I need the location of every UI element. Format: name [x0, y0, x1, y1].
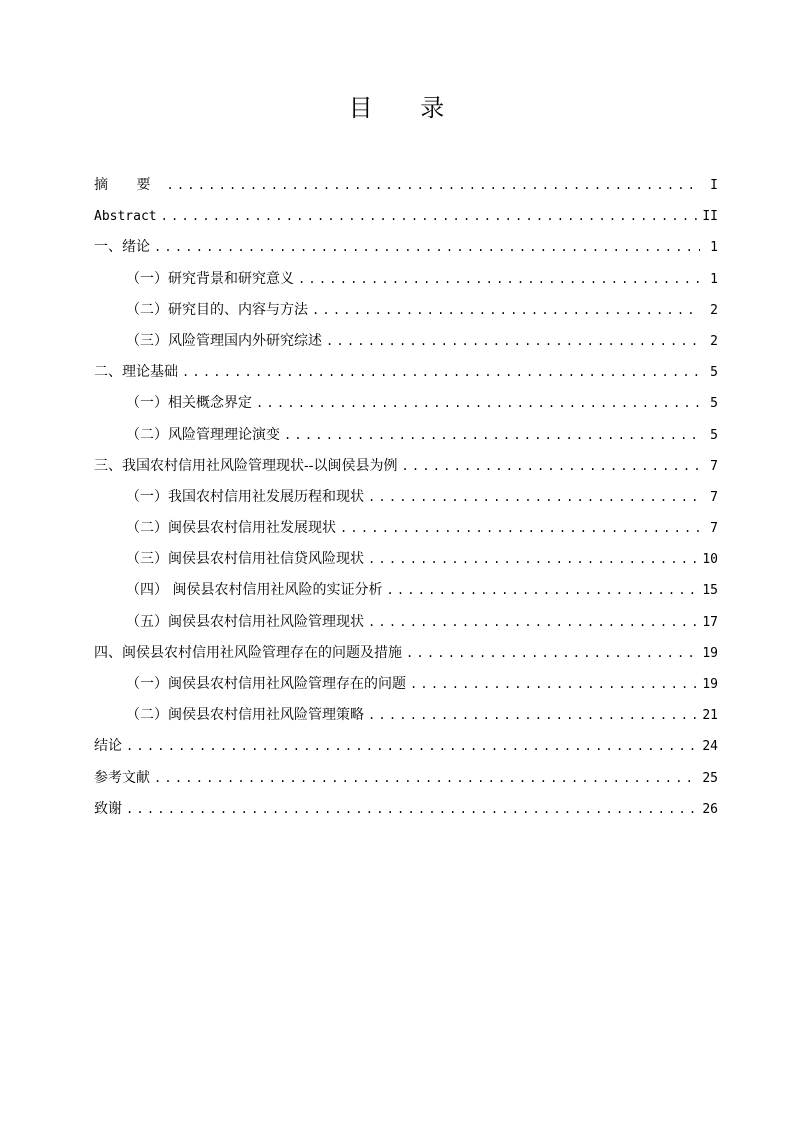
toc-entry-page: 5	[710, 365, 718, 381]
toc-entry-label: （五）闽侯县农村信用社风险管理现状	[126, 613, 364, 630]
toc-leader-dots	[166, 170, 700, 201]
toc-entry-page: 5	[710, 427, 718, 443]
toc-entry-label: 致谢	[94, 800, 122, 817]
toc-entry-page: 5	[710, 396, 718, 412]
toc-entry-page: 26	[702, 801, 718, 817]
toc-leader-dots	[368, 607, 698, 638]
toc-entry-section-1-1[interactable]	[94, 264, 718, 295]
toc-entry-label: （二）研究目的、内容与方法	[126, 301, 308, 318]
toc-entry-chapter-1[interactable]	[94, 232, 718, 263]
toc-entry-label: （一）我国农村信用社发展历程和现状	[126, 488, 364, 505]
toc-entry-section-2-1[interactable]	[94, 388, 718, 419]
page-title: 目 录	[348, 94, 465, 122]
toc-entry-label: 四、闽侯县农村信用社风险管理存在的问题及措施	[94, 644, 402, 661]
toc-leader-dots	[368, 544, 698, 575]
toc-entry-chapter-2[interactable]	[94, 357, 718, 388]
toc-entry-page: 7	[710, 521, 718, 537]
toc-entry-references[interactable]	[94, 763, 718, 794]
toc-entry-label: （二）闽侯县农村信用社发展现状	[126, 520, 336, 537]
toc-entry-chapter-4[interactable]	[94, 638, 718, 669]
toc-entry-label: （一）闽侯县农村信用社风险管理存在的问题	[126, 676, 406, 692]
toc-leader-dots	[298, 264, 700, 295]
toc-entry-label: （四） 闽侯县农村信用社风险的实证分析	[126, 582, 383, 599]
table-of-contents	[94, 170, 718, 825]
toc-leader-dots	[284, 420, 700, 451]
toc-leader-dots	[401, 451, 700, 482]
toc-entry-label: （二）闽侯县农村信用社风险管理策略	[126, 707, 364, 724]
toc-leader-dots	[340, 513, 700, 544]
toc-entry-abstract-en[interactable]	[94, 201, 718, 232]
toc-entry-page: 17	[702, 614, 718, 630]
toc-entry-label: （二）风险管理理论演变	[126, 426, 280, 443]
toc-entry-section-2-2[interactable]	[94, 420, 718, 451]
toc-entry-section-3-2[interactable]	[94, 513, 718, 544]
toc-entry-page: 15	[702, 583, 718, 599]
toc-entry-page: 7	[710, 458, 718, 474]
toc-leader-dots	[256, 388, 700, 419]
toc-leader-dots	[182, 357, 700, 388]
toc-entry-conclusion[interactable]	[94, 731, 718, 762]
toc-entry-page: II	[702, 209, 718, 225]
toc-entry-label: 二、理论基础	[94, 364, 178, 381]
toc-entry-label: 结论	[94, 738, 122, 755]
toc-entry-section-1-2[interactable]	[94, 295, 718, 326]
toc-leader-dots	[312, 295, 700, 326]
toc-leader-dots	[154, 763, 698, 794]
toc-entry-label: （三）风险管理国内外研究综述	[126, 332, 322, 349]
toc-leader-dots	[126, 794, 698, 825]
toc-entry-acknowledgements[interactable]	[94, 794, 718, 825]
toc-leader-dots	[406, 638, 698, 669]
toc-leader-dots	[410, 669, 698, 700]
toc-entry-label: 参考文献	[94, 769, 150, 786]
toc-entry-page: 19	[702, 677, 718, 692]
toc-entry-page: 25	[702, 770, 718, 786]
toc-entry-label: 摘 要	[94, 177, 163, 193]
toc-entry-section-4-2[interactable]	[94, 700, 718, 731]
toc-entry-label: （一）研究背景和研究意义	[126, 270, 294, 287]
toc-leader-dots	[368, 482, 700, 513]
toc-entry-page: 2	[710, 333, 718, 349]
toc-entry-section-3-4[interactable]	[94, 575, 718, 606]
toc-entry-page: I	[710, 178, 718, 193]
toc-leader-dots	[154, 232, 700, 263]
toc-entry-label: （一）相关概念界定	[126, 395, 252, 412]
toc-entry-section-3-5[interactable]	[94, 607, 718, 638]
toc-entry-section-3-1[interactable]	[94, 482, 718, 513]
toc-entry-page: 21	[702, 708, 718, 724]
toc-leader-dots	[368, 700, 698, 731]
toc-entry-label: 一、绪论	[94, 239, 150, 256]
toc-leader-dots	[161, 201, 699, 232]
toc-leader-dots	[126, 731, 698, 762]
toc-entry-label: （三）闽侯县农村信用社信贷风险现状	[126, 551, 364, 568]
toc-entry-page: 7	[710, 489, 718, 505]
toc-entry-chapter-3[interactable]	[94, 451, 718, 482]
toc-entry-section-3-3[interactable]	[94, 544, 718, 575]
toc-entry-page: 2	[710, 302, 718, 318]
toc-leader-dots	[386, 575, 698, 606]
toc-leader-dots	[326, 326, 700, 357]
toc-entry-section-1-3[interactable]	[94, 326, 718, 357]
toc-entry-label: Abstract	[94, 209, 157, 225]
toc-entry-page: 10	[702, 552, 718, 568]
toc-entry-section-4-1[interactable]	[94, 669, 718, 700]
toc-entry-page: 19	[702, 645, 718, 661]
toc-entry-label: 三、我国农村信用社风险管理现状--以闽侯县为例	[94, 457, 398, 474]
toc-entry-page: 1	[710, 271, 718, 287]
toc-entry-abstract-cn[interactable]	[94, 170, 718, 201]
toc-entry-page: 1	[710, 240, 718, 256]
toc-entry-page: 24	[702, 739, 718, 755]
